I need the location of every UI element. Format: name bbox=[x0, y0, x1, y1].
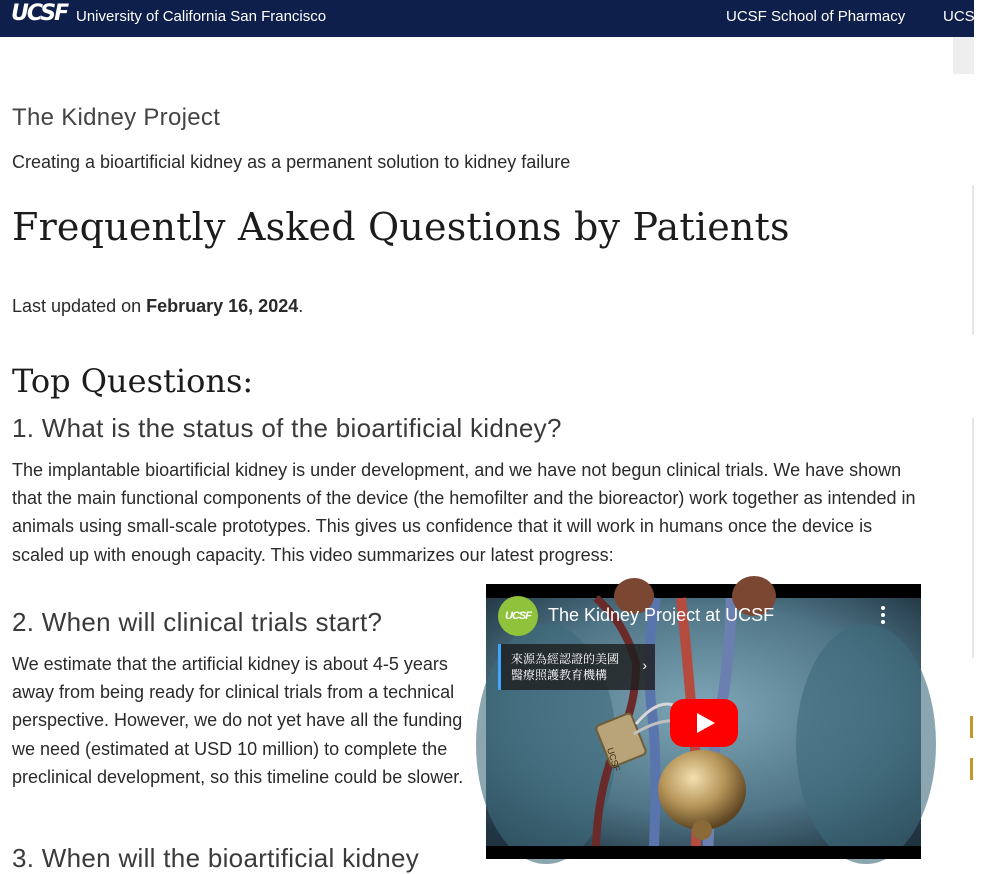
updated-prefix: Last updated on bbox=[12, 296, 147, 316]
question-2-answer: We estimate that the artificial kidney is about 4-5 years away from being ready for clinical trials from a technical perspective. However, we do not yet have all the funding we need (estimated at USD 10 million) to complete the preclinical development, so this timeline could be slower. bbox=[12, 654, 464, 787]
device-label: UCSF bbox=[604, 746, 623, 773]
page-title: Frequently Asked Questions by Patients bbox=[12, 205, 790, 249]
right-sidebar bbox=[953, 37, 974, 870]
section-title: Top Questions: bbox=[12, 362, 254, 400]
question-3-title: 3. When will the bioartificial kidney bbox=[12, 843, 420, 873]
sidebar-divider bbox=[972, 185, 974, 335]
sidebar-block bbox=[953, 37, 974, 74]
chevron-right-icon: › bbox=[642, 657, 647, 673]
sidebar-accent bbox=[970, 758, 973, 780]
sidebar-divider bbox=[972, 418, 974, 658]
question-1-title: 1. What is the status of the bioartificial kidney? bbox=[12, 413, 562, 443]
updated-suffix: . bbox=[298, 296, 304, 316]
video-player[interactable] bbox=[486, 584, 921, 859]
school-of-pharmacy-link[interactable]: UCSF School of Pharmacy bbox=[726, 8, 906, 25]
site-tagline: Creating a bioartificial kidney as a permanent solution to kidney failure bbox=[12, 152, 571, 172]
play-button-icon[interactable] bbox=[670, 699, 738, 747]
video-title[interactable]: The Kidney Project at UCSF bbox=[548, 605, 775, 625]
global-header bbox=[0, 0, 984, 37]
question-1-answer: The implantable bioartificial kidney is under development, and we have not begun clinical trials. We have shown that the main functional components of the device (the hemofilter and the bioreactor) work together as intended in animals using small-scale prototypes. This gives us confidence that it will work in humans once the device is scaled up with enough capacity. This video summarizes our latest progress: bbox=[12, 460, 916, 565]
info-panel[interactable] bbox=[498, 644, 655, 690]
sidebar-accent bbox=[970, 716, 973, 738]
question-2-title: 2. When will clinical trials start? bbox=[12, 607, 383, 637]
channel-avatar[interactable]: UCSF bbox=[498, 596, 538, 636]
video-bottom-bar bbox=[486, 846, 921, 859]
more-options-icon[interactable] bbox=[879, 606, 887, 626]
updated-date: February 16, 2024 bbox=[146, 296, 299, 316]
info-panel-text bbox=[511, 651, 619, 683]
info-line-2: 醫療照護教育機構 bbox=[511, 668, 608, 682]
site-title[interactable]: The Kidney Project bbox=[12, 104, 221, 131]
info-line-1: 來源為經認證的美國 bbox=[511, 652, 620, 666]
ucsf-logo[interactable]: UCSF bbox=[11, 1, 68, 26]
last-updated bbox=[12, 296, 303, 317]
university-link[interactable]: University of California San Francisco bbox=[76, 8, 327, 25]
ucsf-link[interactable]: UCSF bbox=[943, 8, 984, 25]
